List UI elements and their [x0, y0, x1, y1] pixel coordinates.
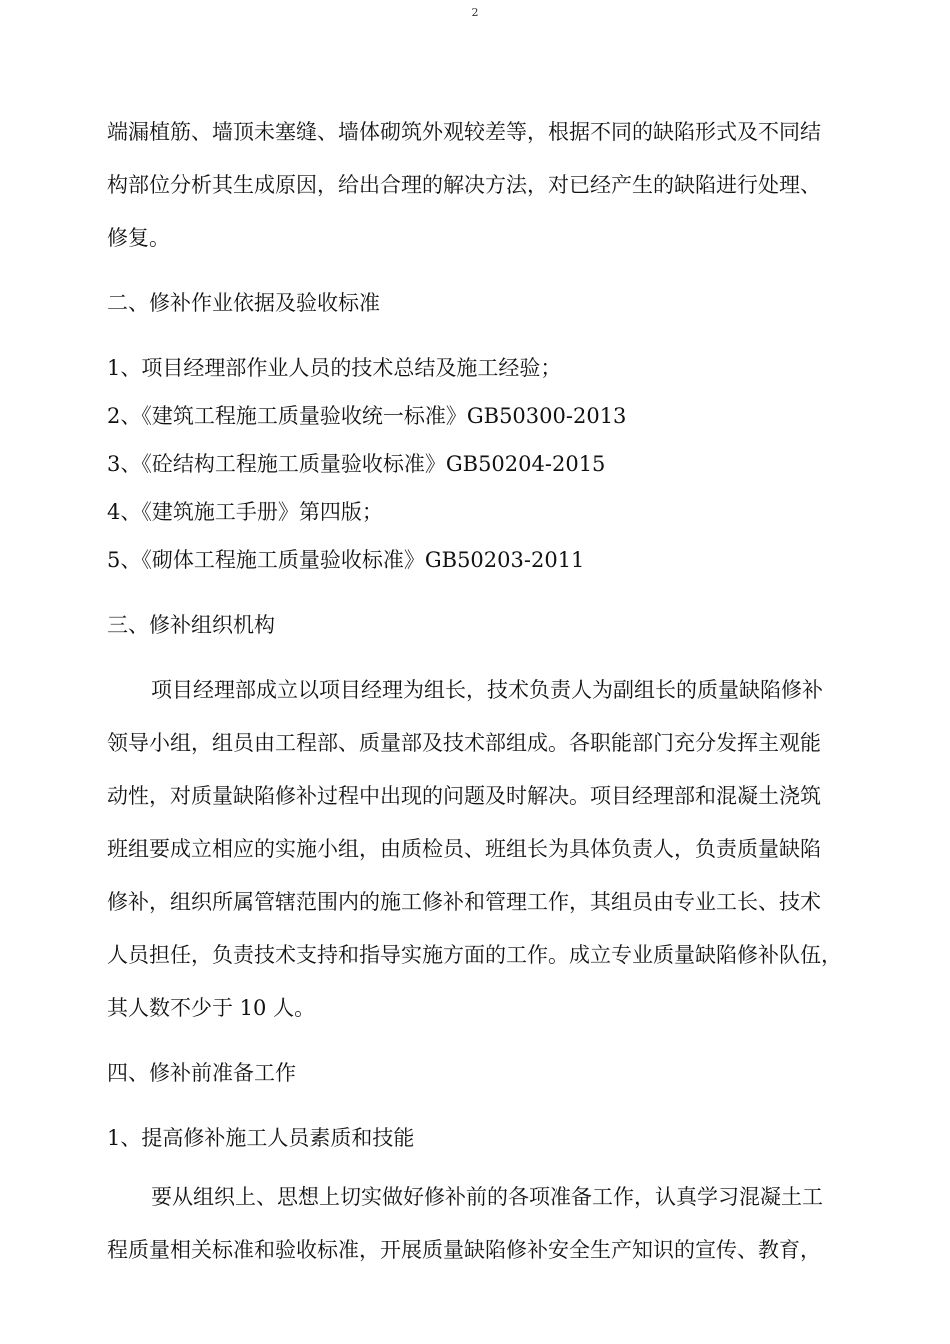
paragraph-training	[107, 1173, 887, 1274]
section-heading-basis: 二、修补作业依据及验收标准	[107, 291, 380, 315]
text-line: 端漏植筋、墙顶未塞缝、墙体砌筑外观较差等，根据不同的缺陷形式及不同结	[107, 120, 821, 144]
text-line: 班组要成立相应的实施小组，由质检员、班组长为具体负责人，负责质量缺陷	[107, 837, 821, 861]
document-body	[107, 108, 887, 1274]
text-line: 动性，对质量缺陷修补过程中出现的问题及时解决。项目经理部和混凝土浇筑	[107, 784, 821, 808]
standards-list	[107, 344, 887, 584]
text-line: 修补，组织所属管辖范围内的施工修补和管理工作，其组员由专业工长、技术	[107, 890, 821, 914]
section-heading-preparation: 四、修补前准备工作	[107, 1061, 296, 1085]
text-line: 要从组织上、思想上切实做好修补前的各项准备工作，认真学习混凝土工	[151, 1185, 823, 1209]
text-line: 领导小组，组员由工程部、质量部及技术部组成。各职能部门充分发挥主观能	[107, 731, 821, 755]
list-item: 3、《砼结构工程施工质量验收标准》GB50204-2015	[107, 452, 606, 476]
text-line: 构部位分析其生成原因，给出合理的解决方法，对已经产生的缺陷进行处理、	[107, 173, 821, 197]
text-line: 修复。	[107, 226, 170, 250]
text-line: 程质量相关标准和验收标准，开展质量缺陷修补安全生产知识的宣传、教育，	[107, 1238, 821, 1262]
text-line: 其人数不少于 10 人。	[107, 996, 316, 1020]
list-item: 1、项目经理部作业人员的技术总结及施工经验；	[107, 356, 562, 380]
list-item: 4、《建筑施工手册》第四版；	[107, 500, 383, 524]
paragraph-defect-analysis	[107, 108, 887, 262]
page-number: 2	[471, 6, 479, 19]
text-line: 项目经理部成立以项目经理为组长，技术负责人为副组长的质量缺陷修补	[151, 678, 823, 702]
subsection-heading-training: 1、提高修补施工人员素质和技能	[107, 1126, 415, 1150]
paragraph-organization	[107, 666, 887, 1032]
text-line: 人员担任，负责技术支持和指导实施方面的工作。成立专业质量缺陷修补队伍，	[107, 943, 842, 967]
list-item: 2、《建筑工程施工质量验收统一标准》GB50300-2013	[107, 404, 627, 428]
section-heading-organization: 三、修补组织机构	[107, 613, 275, 637]
list-item: 5、《砌体工程施工质量验收标准》GB50203-2011	[107, 548, 585, 572]
